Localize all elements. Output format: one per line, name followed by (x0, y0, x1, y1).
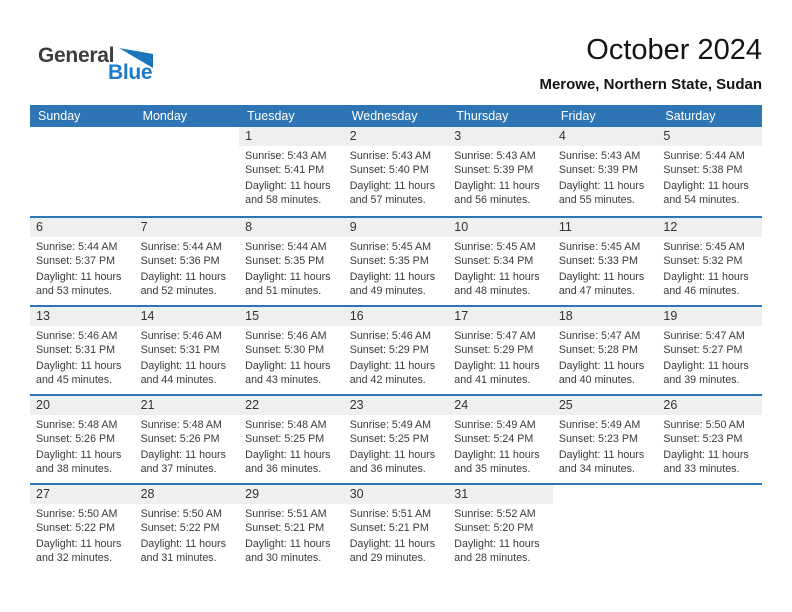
day-sunrise-text: Sunrise: 5:44 AM (36, 241, 118, 253)
day-sunset-text: Sunset: 5:34 PM (454, 254, 534, 267)
day-cell (135, 307, 240, 394)
day-number: 12 (663, 220, 678, 234)
day-number: 14 (140, 309, 155, 323)
day-sunset-text: Sunset: 5:29 PM (349, 343, 429, 356)
day-number-band (239, 127, 344, 146)
day-daylight-text: Daylight: 11 hours and 33 minutes. (663, 449, 749, 476)
day-daylight-text: Daylight: 11 hours and 43 minutes. (245, 360, 331, 387)
day-number-band (344, 396, 449, 415)
day-sunrise-text: Sunrise: 5:45 AM (454, 241, 536, 253)
day-number-band (135, 485, 240, 504)
day-sunset-text: Sunset: 5:32 PM (663, 254, 743, 267)
day-sunset-text: Sunset: 5:25 PM (349, 432, 429, 445)
day-number-band (657, 218, 762, 237)
day-cell (239, 485, 344, 572)
day-sunset-text: Sunset: 5:37 PM (36, 254, 116, 267)
day-daylight-text: Daylight: 11 hours and 41 minutes. (454, 360, 540, 387)
day-details (657, 237, 762, 299)
day-number: 26 (663, 398, 678, 412)
day-daylight-text: Daylight: 11 hours and 46 minutes. (663, 271, 749, 298)
day-daylight-text: Daylight: 11 hours and 37 minutes. (140, 449, 226, 476)
general-blue-logo (38, 44, 178, 88)
day-cell (30, 485, 135, 572)
day-number-band (135, 396, 240, 415)
day-daylight-text: Daylight: 11 hours and 31 minutes. (140, 538, 226, 565)
day-daylight-text: Daylight: 11 hours and 47 minutes. (558, 271, 645, 298)
day-daylight-text: Daylight: 11 hours and 32 minutes. (36, 538, 122, 565)
day-number-band (30, 396, 135, 415)
day-number: 25 (558, 398, 573, 412)
day-number-band (344, 127, 449, 146)
day-number: 16 (349, 309, 364, 323)
day-daylight-text: Daylight: 11 hours and 28 minutes. (454, 538, 540, 565)
day-number-band (30, 307, 135, 326)
day-sunrise-text: Sunrise: 5:47 AM (454, 330, 536, 342)
week-row (30, 216, 762, 305)
day-cell (344, 218, 449, 305)
day-details (135, 415, 240, 477)
day-number-band (239, 218, 344, 237)
day-cell (344, 485, 449, 572)
day-cell (553, 396, 658, 483)
logo-text-blue: Blue (108, 61, 153, 84)
day-details (553, 415, 658, 477)
day-cell (135, 485, 240, 572)
day-number-band (448, 218, 553, 237)
day-number: 6 (36, 220, 43, 234)
calendar (30, 105, 762, 572)
day-details (553, 146, 658, 208)
day-details (448, 237, 553, 299)
day-daylight-text: Daylight: 11 hours and 40 minutes. (558, 360, 645, 387)
day-daylight-text: Daylight: 11 hours and 30 minutes. (245, 538, 331, 565)
empty-cell (135, 127, 240, 216)
day-daylight-text: Daylight: 11 hours and 48 minutes. (454, 271, 540, 298)
day-cell (448, 218, 553, 305)
day-sunset-text: Sunset: 5:30 PM (245, 343, 325, 356)
day-details (135, 326, 240, 388)
day-number: 11 (558, 220, 572, 234)
page-subtitle: Merowe, Northern State, Sudan (539, 76, 762, 93)
day-sunrise-text: Sunrise: 5:50 AM (663, 419, 745, 431)
day-daylight-text: Daylight: 11 hours and 54 minutes. (663, 180, 749, 207)
day-sunrise-text: Sunrise: 5:44 AM (140, 241, 222, 253)
day-details (239, 237, 344, 299)
day-number: 29 (245, 487, 260, 501)
day-number-band (30, 218, 135, 237)
day-sunset-text: Sunset: 5:21 PM (245, 521, 325, 534)
day-number-band (344, 485, 449, 504)
day-sunrise-text: Sunrise: 5:48 AM (140, 419, 222, 431)
day-sunrise-text: Sunrise: 5:50 AM (36, 508, 118, 520)
day-daylight-text: Daylight: 11 hours and 34 minutes. (558, 449, 645, 476)
day-daylight-text: Daylight: 11 hours and 49 minutes. (349, 271, 436, 298)
day-number-band (30, 485, 135, 504)
day-details (30, 415, 135, 477)
day-sunrise-text: Sunrise: 5:47 AM (663, 330, 745, 342)
day-cell (657, 218, 762, 305)
day-details (239, 415, 344, 477)
day-sunset-text: Sunset: 5:23 PM (558, 432, 638, 445)
day-number-band (239, 485, 344, 504)
day-daylight-text: Daylight: 11 hours and 57 minutes. (349, 180, 436, 207)
day-cell (553, 127, 658, 216)
day-number-band (448, 127, 553, 146)
day-number: 22 (245, 398, 260, 412)
day-daylight-text: Daylight: 11 hours and 56 minutes. (454, 180, 540, 207)
day-number: 19 (663, 309, 678, 323)
day-number: 31 (454, 487, 469, 501)
day-sunrise-text: Sunrise: 5:43 AM (558, 150, 641, 162)
day-cell (135, 218, 240, 305)
day-details (553, 237, 658, 299)
day-sunset-text: Sunset: 5:26 PM (140, 432, 220, 445)
page-title: October 2024 (586, 34, 762, 66)
day-daylight-text: Daylight: 11 hours and 58 minutes. (245, 180, 331, 207)
day-details (135, 504, 240, 566)
weekday-header-friday: Friday (560, 109, 596, 123)
day-cell (30, 396, 135, 483)
day-number: 24 (454, 398, 469, 412)
weekday-header-row (30, 105, 762, 127)
day-sunset-text: Sunset: 5:22 PM (140, 521, 220, 534)
day-daylight-text: Daylight: 11 hours and 55 minutes. (558, 180, 645, 207)
day-number: 27 (36, 487, 50, 501)
day-details (657, 146, 762, 208)
day-cell (344, 396, 449, 483)
day-cell (239, 307, 344, 394)
day-sunrise-text: Sunrise: 5:46 AM (245, 330, 327, 342)
day-details (448, 504, 553, 566)
day-number: 7 (140, 220, 148, 234)
day-sunrise-text: Sunrise: 5:44 AM (663, 150, 745, 162)
day-details (344, 326, 449, 388)
day-details (553, 326, 658, 388)
day-number: 9 (349, 220, 357, 234)
day-sunset-text: Sunset: 5:28 PM (558, 343, 638, 356)
day-sunrise-text: Sunrise: 5:49 AM (558, 419, 641, 431)
day-cell (448, 127, 553, 216)
day-sunrise-text: Sunrise: 5:52 AM (454, 508, 536, 520)
day-number: 5 (663, 129, 671, 143)
day-daylight-text: Daylight: 11 hours and 52 minutes. (140, 271, 226, 298)
day-number: 2 (349, 129, 357, 143)
day-sunrise-text: Sunrise: 5:46 AM (140, 330, 222, 342)
day-number: 30 (349, 487, 364, 501)
day-number: 4 (558, 129, 566, 143)
day-sunset-text: Sunset: 5:26 PM (36, 432, 116, 445)
day-number-band (448, 485, 553, 504)
day-number: 28 (140, 487, 155, 501)
weekday-header-monday: Monday (142, 109, 188, 123)
day-cell (657, 127, 762, 216)
day-details (448, 415, 553, 477)
day-sunset-text: Sunset: 5:40 PM (349, 163, 429, 176)
day-number-band (657, 396, 762, 415)
day-details (135, 237, 240, 299)
day-number-band (344, 218, 449, 237)
day-cell (30, 218, 135, 305)
day-number-band (344, 307, 449, 326)
day-sunset-text: Sunset: 5:39 PM (454, 163, 534, 176)
day-sunrise-text: Sunrise: 5:49 AM (349, 419, 432, 431)
day-sunrise-text: Sunrise: 5:44 AM (245, 241, 327, 253)
day-details (239, 326, 344, 388)
day-sunrise-text: Sunrise: 5:50 AM (140, 508, 222, 520)
day-daylight-text: Daylight: 11 hours and 53 minutes. (36, 271, 122, 298)
day-sunset-text: Sunset: 5:21 PM (349, 521, 429, 534)
day-daylight-text: Daylight: 11 hours and 36 minutes. (245, 449, 331, 476)
day-daylight-text: Daylight: 11 hours and 51 minutes. (245, 271, 331, 298)
day-details (448, 326, 553, 388)
day-number: 20 (36, 398, 50, 412)
day-number: 17 (454, 309, 469, 323)
day-sunset-text: Sunset: 5:23 PM (663, 432, 743, 445)
day-sunset-text: Sunset: 5:39 PM (558, 163, 638, 176)
day-sunrise-text: Sunrise: 5:43 AM (245, 150, 327, 162)
calendar-body (30, 127, 762, 572)
day-sunset-text: Sunset: 5:31 PM (36, 343, 116, 356)
title-block (539, 34, 762, 93)
day-cell (344, 127, 449, 216)
day-number: 3 (454, 129, 462, 143)
day-sunset-text: Sunset: 5:20 PM (454, 521, 534, 534)
day-sunset-text: Sunset: 5:36 PM (140, 254, 220, 267)
day-details (344, 146, 449, 208)
day-number-band (448, 307, 553, 326)
day-number-band (135, 307, 240, 326)
day-number: 1 (245, 129, 253, 143)
day-number: 10 (454, 220, 469, 234)
week-row (30, 305, 762, 394)
day-number-band (448, 396, 553, 415)
day-cell (30, 307, 135, 394)
day-details (448, 146, 553, 208)
day-number-band (553, 396, 658, 415)
day-sunrise-text: Sunrise: 5:43 AM (349, 150, 432, 162)
weekday-header-thursday: Thursday (456, 109, 509, 123)
day-sunset-text: Sunset: 5:38 PM (663, 163, 743, 176)
day-cell (239, 127, 344, 216)
day-details (30, 237, 135, 299)
day-details (239, 146, 344, 208)
day-number-band (553, 127, 658, 146)
day-daylight-text: Daylight: 11 hours and 29 minutes. (349, 538, 436, 565)
weekday-header-wednesday: Wednesday (351, 109, 418, 123)
day-details (30, 326, 135, 388)
day-sunrise-text: Sunrise: 5:49 AM (454, 419, 536, 431)
day-details (30, 504, 135, 566)
week-row (30, 394, 762, 483)
day-number: 21 (140, 398, 155, 412)
day-sunrise-text: Sunrise: 5:47 AM (558, 330, 641, 342)
day-daylight-text: Daylight: 11 hours and 38 minutes. (36, 449, 122, 476)
week-row (30, 127, 762, 216)
day-daylight-text: Daylight: 11 hours and 39 minutes. (663, 360, 749, 387)
day-cell (239, 396, 344, 483)
day-number: 15 (245, 309, 260, 323)
day-number-band (135, 218, 240, 237)
empty-cell (553, 485, 658, 572)
weekday-header-saturday: Saturday (665, 109, 716, 123)
week-row (30, 483, 762, 572)
day-sunset-text: Sunset: 5:33 PM (558, 254, 638, 267)
day-cell (657, 396, 762, 483)
day-sunrise-text: Sunrise: 5:43 AM (454, 150, 536, 162)
day-details (344, 237, 449, 299)
day-details (239, 504, 344, 566)
day-daylight-text: Daylight: 11 hours and 44 minutes. (140, 360, 226, 387)
day-number: 18 (558, 309, 573, 323)
day-number-band (657, 127, 762, 146)
day-sunrise-text: Sunrise: 5:46 AM (36, 330, 118, 342)
empty-cell (30, 127, 135, 216)
day-sunset-text: Sunset: 5:31 PM (140, 343, 220, 356)
day-number-band (553, 307, 658, 326)
day-sunset-text: Sunset: 5:22 PM (36, 521, 116, 534)
day-sunrise-text: Sunrise: 5:45 AM (558, 241, 641, 253)
day-number: 23 (349, 398, 364, 412)
day-details (344, 415, 449, 477)
day-sunrise-text: Sunrise: 5:51 AM (245, 508, 327, 520)
day-sunset-text: Sunset: 5:24 PM (454, 432, 534, 445)
weekday-header-tuesday: Tuesday (247, 109, 295, 123)
day-details (657, 415, 762, 477)
day-cell (344, 307, 449, 394)
empty-cell (657, 485, 762, 572)
day-cell (553, 307, 658, 394)
day-sunset-text: Sunset: 5:35 PM (245, 254, 325, 267)
day-number-band (553, 218, 658, 237)
day-number: 13 (36, 309, 50, 323)
weekday-header-sunday: Sunday (38, 109, 81, 123)
day-cell (448, 485, 553, 572)
day-cell (448, 307, 553, 394)
day-sunset-text: Sunset: 5:27 PM (663, 343, 743, 356)
day-sunrise-text: Sunrise: 5:45 AM (663, 241, 745, 253)
day-sunrise-text: Sunrise: 5:51 AM (349, 508, 432, 520)
day-daylight-text: Daylight: 11 hours and 45 minutes. (36, 360, 122, 387)
day-number-band (239, 307, 344, 326)
day-number: 8 (245, 220, 253, 234)
day-daylight-text: Daylight: 11 hours and 35 minutes. (454, 449, 540, 476)
day-number-band (657, 307, 762, 326)
day-sunrise-text: Sunrise: 5:48 AM (245, 419, 327, 431)
day-sunset-text: Sunset: 5:35 PM (349, 254, 429, 267)
logo-text-general: General (38, 44, 115, 67)
day-number-band (239, 396, 344, 415)
day-details (657, 326, 762, 388)
day-cell (448, 396, 553, 483)
day-cell (239, 218, 344, 305)
day-sunrise-text: Sunrise: 5:45 AM (349, 241, 432, 253)
day-details (344, 504, 449, 566)
day-sunset-text: Sunset: 5:29 PM (454, 343, 534, 356)
day-sunrise-text: Sunrise: 5:48 AM (36, 419, 118, 431)
day-sunset-text: Sunset: 5:41 PM (245, 163, 325, 176)
day-cell (657, 307, 762, 394)
day-sunset-text: Sunset: 5:25 PM (245, 432, 325, 445)
day-cell (135, 396, 240, 483)
day-cell (553, 218, 658, 305)
day-daylight-text: Daylight: 11 hours and 36 minutes. (349, 449, 436, 476)
day-daylight-text: Daylight: 11 hours and 42 minutes. (349, 360, 436, 387)
day-sunrise-text: Sunrise: 5:46 AM (349, 330, 432, 342)
